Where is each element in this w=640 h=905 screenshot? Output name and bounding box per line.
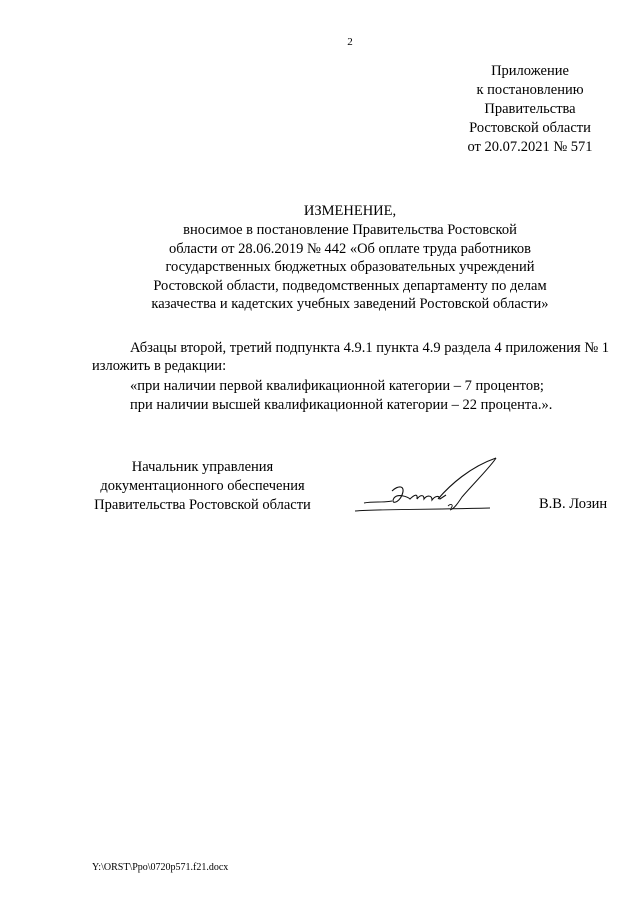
annex-line: Правительства [484,101,576,117]
annex-header [430,62,630,157]
quoted-text-line: при наличии высшей квалификационной категории – 22 процента.». [130,397,553,413]
annex-line: к постановлению [476,82,584,98]
subtitle-line: Ростовской области, подведомственных департаменту по делам [153,277,547,294]
position-line: Правительства Ростовской области [94,497,311,513]
subtitle-line: государственных бюджетных образовательных учреждений [165,259,535,275]
annex-line: Ростовской области [469,120,591,136]
position-line: Начальник управления [131,459,274,475]
quoted-text-line: «при наличии первой квалификационной категории – 7 процентов; [130,378,544,394]
document-subtitle [0,221,640,314]
body-paragraph-line: изложить в редакции: [92,358,227,374]
annex-line: от 20.07.2021 № 571 [467,139,593,155]
signatory-position [85,458,320,515]
subtitle-line: казачества и кадетских учебных заведений Ростовской области» [151,296,549,312]
position-line: документационного обеспечения [100,478,305,494]
signer-name: В.В. Лозин [539,496,608,512]
subtitle-line: области от 28.06.2019 № 442 «Об оплате труда работников [169,240,531,257]
page-number: 2 [347,36,353,48]
body-paragraph-line: Абзацы второй, третий подпункта 4.9.1 пункта 4.9 раздела 4 приложения № 1 [130,340,610,356]
handwritten-signature [350,455,500,525]
file-path: Y:\ORST\Ppo\0720p571.f21.docx [92,862,229,873]
annex-line: Приложение [491,63,569,79]
subtitle-line: вносимое в постановление Правительства Ростовской [183,222,517,238]
document-title: ИЗМЕНЕНИЕ, [303,203,397,219]
